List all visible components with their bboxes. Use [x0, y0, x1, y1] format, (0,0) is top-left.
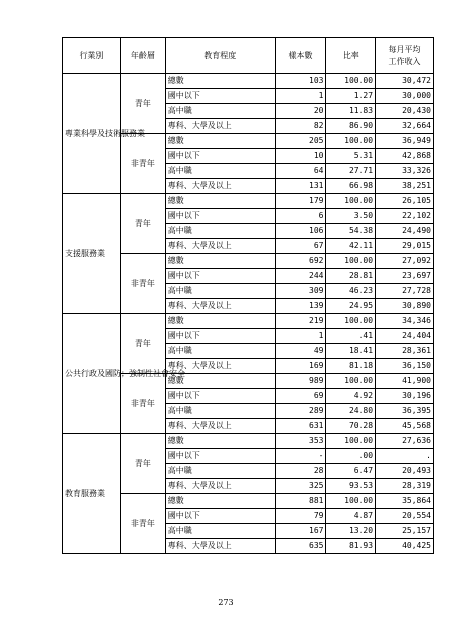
header-industry: 行業別: [63, 38, 121, 74]
income-cell: 26,105: [376, 194, 434, 209]
sample-count-cell: 989: [275, 374, 326, 389]
ratio-cell: .41: [326, 329, 376, 344]
ratio-cell: 54.38: [326, 224, 376, 239]
income-cell: 20,430: [376, 104, 434, 119]
header-age: 年齡層: [120, 38, 165, 74]
education-cell: 專科、大學及以上: [165, 299, 275, 314]
income-cell: 20,493: [376, 464, 434, 479]
income-cell: 36,949: [376, 134, 434, 149]
education-cell: 總數: [165, 494, 275, 509]
ratio-cell: 1.27: [326, 89, 376, 104]
education-cell: 總數: [165, 374, 275, 389]
ratio-cell: 4.87: [326, 509, 376, 524]
education-cell: 國中以下: [165, 209, 275, 224]
sample-count-cell: 881: [275, 494, 326, 509]
age-group-cell: 青年: [120, 434, 165, 494]
sample-count-cell: 692: [275, 254, 326, 269]
ratio-cell: 100.00: [326, 194, 376, 209]
ratio-cell: 100.00: [326, 134, 376, 149]
ratio-cell: 5.31: [326, 149, 376, 164]
ratio-cell: 46.23: [326, 284, 376, 299]
education-cell: 高中職: [165, 284, 275, 299]
education-cell: 專科、大學及以上: [165, 419, 275, 434]
income-cell: 45,568: [376, 419, 434, 434]
header-income-line1: 每月平均: [388, 44, 421, 54]
header-ratio: 比率: [326, 38, 376, 74]
education-cell: 國中以下: [165, 89, 275, 104]
industry-cell: 教育服務業: [63, 434, 121, 554]
table-row: [63, 314, 434, 329]
ratio-cell: 24.80: [326, 404, 376, 419]
table-row: [63, 434, 434, 449]
sample-count-cell: 131: [275, 179, 326, 194]
sample-count-cell: 20: [275, 104, 326, 119]
sample-count-cell: 244: [275, 269, 326, 284]
education-cell: 高中職: [165, 524, 275, 539]
income-cell: 41,900: [376, 374, 434, 389]
sample-count-cell: 139: [275, 299, 326, 314]
ratio-cell: 86.90: [326, 119, 376, 134]
header-education: 教育程度: [165, 38, 275, 74]
header-income: [376, 38, 434, 74]
age-group-cell: 青年: [120, 194, 165, 254]
ratio-cell: 18.41: [326, 344, 376, 359]
sample-count-cell: 103: [275, 74, 326, 89]
ratio-cell: 4.92: [326, 389, 376, 404]
education-cell: 專科、大學及以上: [165, 179, 275, 194]
income-cell: 30,196: [376, 389, 434, 404]
education-cell: 高中職: [165, 344, 275, 359]
age-group-cell: 非青年: [120, 134, 165, 194]
sample-count-cell: 79: [275, 509, 326, 524]
education-cell: 專科、大學及以上: [165, 239, 275, 254]
sample-count-cell: 353: [275, 434, 326, 449]
sample-count-cell: 28: [275, 464, 326, 479]
ratio-cell: 6.47: [326, 464, 376, 479]
income-cell: 33,326: [376, 164, 434, 179]
education-cell: 總數: [165, 194, 275, 209]
income-cell: 30,000: [376, 89, 434, 104]
table-header-row: [63, 38, 434, 74]
table-body: [63, 74, 434, 554]
income-cell: 27,092: [376, 254, 434, 269]
income-cell: 24,404: [376, 329, 434, 344]
education-cell: 國中以下: [165, 269, 275, 284]
education-cell: 總數: [165, 254, 275, 269]
education-cell: 高中職: [165, 104, 275, 119]
income-cell: 36,395: [376, 404, 434, 419]
income-cell: 24,490: [376, 224, 434, 239]
age-group-cell: 非青年: [120, 494, 165, 554]
education-cell: 專科、大學及以上: [165, 479, 275, 494]
education-cell: 總數: [165, 134, 275, 149]
sample-count-cell: 169: [275, 359, 326, 374]
income-cell: 34,346: [376, 314, 434, 329]
sample-count-cell: 6: [275, 209, 326, 224]
sample-count-cell: 67: [275, 239, 326, 254]
income-cell: 27,636: [376, 434, 434, 449]
income-cell: 29,015: [376, 239, 434, 254]
education-cell: 高中職: [165, 164, 275, 179]
sample-count-cell: 309: [275, 284, 326, 299]
industry-cell: 支援服務業: [63, 194, 121, 314]
income-table: [62, 37, 434, 554]
income-cell: 36,150: [376, 359, 434, 374]
sample-count-cell: 1: [275, 89, 326, 104]
sample-count-cell: 106: [275, 224, 326, 239]
ratio-cell: 81.18: [326, 359, 376, 374]
ratio-cell: 100.00: [326, 494, 376, 509]
ratio-cell: 28.81: [326, 269, 376, 284]
income-cell: 28,361: [376, 344, 434, 359]
ratio-cell: 100.00: [326, 374, 376, 389]
education-cell: 高中職: [165, 224, 275, 239]
education-cell: 國中以下: [165, 329, 275, 344]
ratio-cell: 100.00: [326, 74, 376, 89]
sample-count-cell: 82: [275, 119, 326, 134]
industry-cell: 公共行政及國防；強制性社會安全: [63, 314, 121, 434]
income-cell: 30,890: [376, 299, 434, 314]
income-cell: 20,554: [376, 509, 434, 524]
education-cell: 國中以下: [165, 509, 275, 524]
income-cell: 38,251: [376, 179, 434, 194]
age-group-cell: 青年: [120, 74, 165, 134]
income-cell: 23,697: [376, 269, 434, 284]
age-group-cell: 非青年: [120, 254, 165, 314]
income-cell: 28,319: [376, 479, 434, 494]
ratio-cell: 100.00: [326, 314, 376, 329]
sample-count-cell: -: [275, 449, 326, 464]
ratio-cell: 24.95: [326, 299, 376, 314]
sample-count-cell: 289: [275, 404, 326, 419]
sample-count-cell: 219: [275, 314, 326, 329]
ratio-cell: 27.71: [326, 164, 376, 179]
income-cell: .: [376, 449, 434, 464]
sample-count-cell: 635: [275, 539, 326, 554]
income-cell: 27,728: [376, 284, 434, 299]
ratio-cell: 11.83: [326, 104, 376, 119]
ratio-cell: .00: [326, 449, 376, 464]
income-cell: 30,472: [376, 74, 434, 89]
education-cell: 國中以下: [165, 389, 275, 404]
ratio-cell: 81.93: [326, 539, 376, 554]
ratio-cell: 70.28: [326, 419, 376, 434]
ratio-cell: 13.20: [326, 524, 376, 539]
income-cell: 40,425: [376, 539, 434, 554]
ratio-cell: 3.50: [326, 209, 376, 224]
ratio-cell: 100.00: [326, 254, 376, 269]
page-number: 273: [218, 598, 234, 607]
income-cell: 25,157: [376, 524, 434, 539]
sample-count-cell: 1: [275, 329, 326, 344]
education-cell: 專科、大學及以上: [165, 539, 275, 554]
education-cell: 總數: [165, 434, 275, 449]
education-cell: 總數: [165, 74, 275, 89]
education-cell: 總數: [165, 314, 275, 329]
income-cell: 35,864: [376, 494, 434, 509]
age-group-cell: 青年: [120, 314, 165, 374]
ratio-cell: 42.11: [326, 239, 376, 254]
header-income-line2: 工作收入: [388, 56, 421, 66]
sample-count-cell: 167: [275, 524, 326, 539]
ratio-cell: 100.00: [326, 434, 376, 449]
industry-cell: 專業科學及技術服務業: [63, 74, 121, 194]
education-cell: 高中職: [165, 404, 275, 419]
header-samples: 樣本數: [275, 38, 326, 74]
education-cell: 國中以下: [165, 449, 275, 464]
education-cell: 專科、大學及以上: [165, 359, 275, 374]
age-group-cell: 非青年: [120, 374, 165, 434]
table-row: [63, 194, 434, 209]
sample-count-cell: 631: [275, 419, 326, 434]
education-cell: 國中以下: [165, 149, 275, 164]
ratio-cell: 66.98: [326, 179, 376, 194]
education-cell: 專科、大學及以上: [165, 119, 275, 134]
sample-count-cell: 205: [275, 134, 326, 149]
sample-count-cell: 10: [275, 149, 326, 164]
income-cell: 22,102: [376, 209, 434, 224]
sample-count-cell: 64: [275, 164, 326, 179]
sample-count-cell: 49: [275, 344, 326, 359]
income-cell: 32,664: [376, 119, 434, 134]
sample-count-cell: 179: [275, 194, 326, 209]
sample-count-cell: 69: [275, 389, 326, 404]
sample-count-cell: 325: [275, 479, 326, 494]
ratio-cell: 93.53: [326, 479, 376, 494]
education-cell: 高中職: [165, 464, 275, 479]
table-row: [63, 74, 434, 89]
income-cell: 42,868: [376, 149, 434, 164]
